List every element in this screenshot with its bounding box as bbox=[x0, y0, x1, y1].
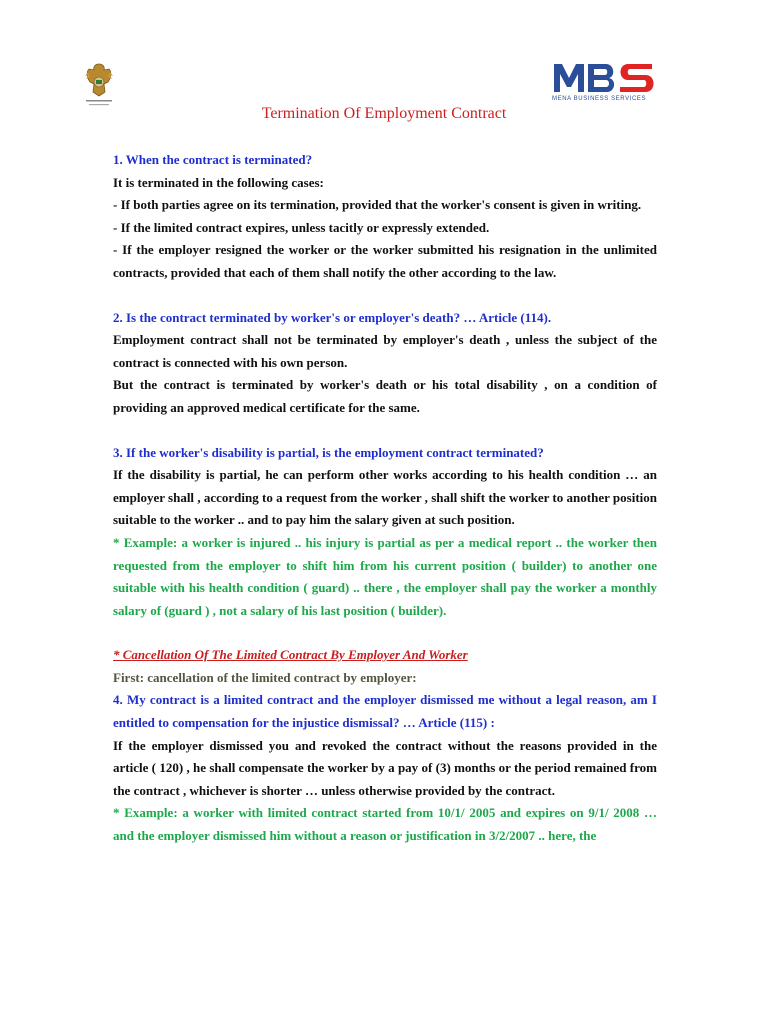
case-agreement: - If both parties agree on its termination, provided that the worker's consent is given in writing. bbox=[113, 197, 642, 213]
case-expiry: - If the limited contract expires, unless tacitly or expressly extended. bbox=[113, 219, 490, 235]
document-body bbox=[113, 149, 657, 848]
answer-2-worker-death: But the contract is terminated by worker's death or his total disability , on a condition of providing an approved medical certificate for the same. bbox=[113, 377, 657, 415]
mbs-logo-subtitle: MENA BUSINESS SERVICES bbox=[552, 96, 647, 102]
cancellation-subheading: First: cancellation of the limited contract by employer: bbox=[113, 669, 417, 685]
uae-emblem-icon bbox=[82, 60, 116, 110]
question-1: 1. When the contract is terminated? bbox=[113, 152, 313, 167]
question-2: 2. Is the contract terminated by worker's or employer's death? … Article (114). bbox=[113, 309, 552, 325]
example-3: * Example: a worker is injured .. his injury is partial as per a medical report .. the worker then requested from the employer to shift him from his current position ( builder) to another one suitable with his health condition ( guard) .. there , the employer shall pay the worker a monthly salary of (guard ) , not a salary of his last position ( builder). bbox=[113, 534, 657, 618]
question-4: 4. My contract is a limited contract and the employer dismissed me without a legal reason, am I entitled to compensation for the injustice dismissal? … Article (115) : bbox=[113, 692, 657, 731]
page-title: Termination Of Employment Contract bbox=[261, 105, 507, 122]
answer-3: If the disability is partial, he can perform other works according to his health condition … an employer shall , according to a request from the worker , shall shift the worker to another position suitable to the worker .. and to pay him the salary given at such position. bbox=[113, 467, 657, 528]
case-resignation: - If the employer resigned the worker or the worker submitted his resignation in the unlimited contracts, provided that each of them shall notify the other according to the law. bbox=[113, 242, 657, 280]
question-3: 3. If the worker's disability is partial, is the employment contract terminated? bbox=[113, 444, 544, 460]
answer-2-employer-death: Employment contract shall not be terminated by employer's death , unless the subject of the contract is connected with his own person. bbox=[113, 332, 657, 370]
cases-intro: It is terminated in the following cases: bbox=[113, 174, 324, 190]
mbs-logo bbox=[552, 60, 656, 106]
answer-4: If the employer dismissed you and revoked the contract without the reasons provided in the article ( 120) , he shall compensate the worker by a pay of (3) months or the period remained from the contract , whichever is shorter … unless otherwise provided by the contract. bbox=[113, 737, 657, 798]
cancellation-heading: * Cancellation Of The Limited Contract By Employer And Worker bbox=[113, 647, 468, 663]
example-4: * Example: a worker with limited contract started from 10/1/ 2005 and expires on 9/1/ 2008 … and the employer dismissed him without a reason or justification in 3/2/2007 .. here, the bbox=[113, 805, 657, 844]
mbs-logo-wordmark bbox=[552, 60, 656, 94]
